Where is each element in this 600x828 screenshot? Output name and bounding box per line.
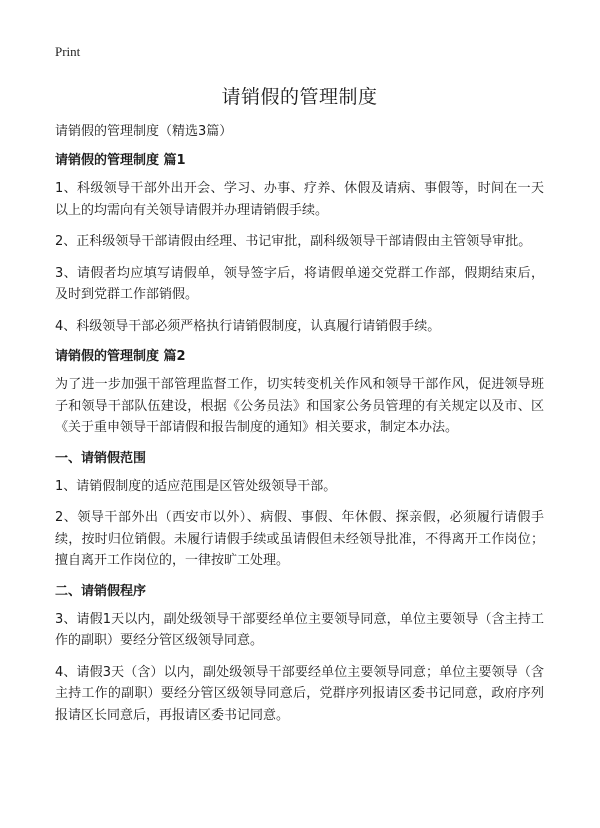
section-scope-heading: 一、请销假范围 <box>55 450 147 466</box>
article-2-heading: 请销假的管理制度 篇2 <box>55 349 186 364</box>
article-2-intro: 为了进一步加强干部管理监督工作，切实转变机关作风和领导干部作风，促进领导班子和领导干部队伍建设，根据《公务员法》和国家公务员管理的有关规定以及市、区《关于重申领导干部请假和报告制度的通知》相关要求，制定本办法。 <box>55 377 544 435</box>
page-title: 请销假的管理制度 <box>221 86 378 108</box>
article-1-paragraph: 4、科级领导干部必须严格执行请销假制度，认真履行请销假手续。 <box>55 318 441 334</box>
print-link[interactable]: Print <box>55 44 81 59</box>
article-1-heading: 请销假的管理制度 篇1 <box>55 153 186 168</box>
section-scope-paragraph: 2、领导干部外出（西安市以外）、病假、事假、年休假、探亲假，必须履行请假手续，按时归位销假。未履行请假手续或虽请假但未经领导批准，不得离开工作岗位；擅自离开工作岗位的，一律按旷工处理。 <box>55 510 544 568</box>
section-scope-paragraph: 1、请销假制度的适应范围是区管处级领导干部。 <box>55 478 337 494</box>
article-1-paragraph: 1、科级领导干部外出开会、学习、办事、疗养、休假及请病、事假等，时间在一天以上的均需向有关领导请假并办理请销假手续。 <box>55 181 544 218</box>
section-procedure-paragraph: 4、请假3天（含）以内，副处级领导干部要经单位主要领导同意；单位主要领导（含主持工作的副职）要经分管区级领导同意后，党群序列报请区委书记同意，政府序列报请区长同意后，再报请区委书记同意。 <box>55 664 544 723</box>
document-subtitle: 请销假的管理制度（精选3篇） <box>55 124 233 139</box>
section-procedure-paragraph: 3、请假1天以内，副处级领导干部要经单位主要领导同意，单位主要领导（含主持工作的副职）要经分管区级领导同意。 <box>55 611 544 648</box>
article-1-paragraph: 3、请假者均应填写请假单，领导签字后，将请假单递交党群工作部，假期结束后，及时到党群工作部销假。 <box>55 265 544 302</box>
section-procedure-heading: 二、请销假程序 <box>55 583 147 599</box>
article-1-paragraph: 2、正科级领导干部请假由经理、书记审批，副科级领导干部请假由主管领导审批。 <box>55 234 532 249</box>
